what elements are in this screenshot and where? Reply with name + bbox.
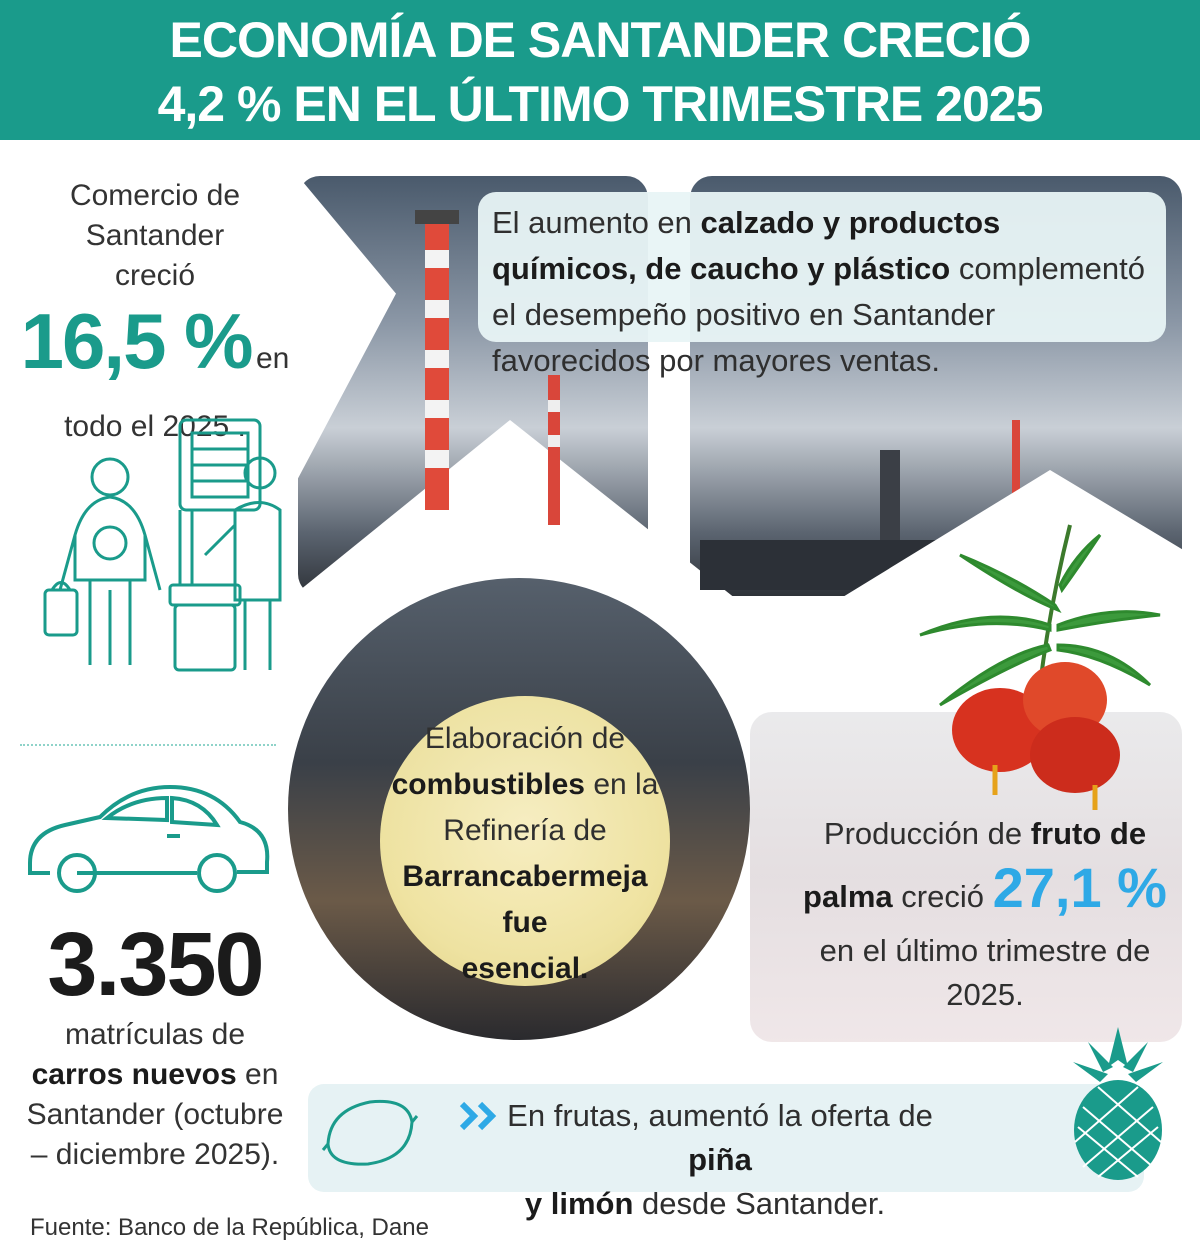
fruits-text	[455, 1094, 955, 1226]
pineapple-icon	[1058, 1022, 1178, 1182]
commerce-suffix: en	[255, 342, 290, 375]
palm-value: 27,1 %	[992, 856, 1167, 919]
commerce-value: 16,5 %	[20, 297, 252, 385]
fuel-text	[380, 716, 670, 992]
page-title-line1: ECONOMÍA DE SANTANDER CRECIÓ	[169, 12, 1031, 68]
industry-callout	[478, 192, 1166, 378]
page-title-line2: 4,2 % EN EL ÚLTIMO TRIMESTRE 2025	[157, 76, 1043, 132]
lemon-icon	[320, 1092, 420, 1172]
palm-line2	[780, 856, 1190, 929]
cars-line4: – diciembre 2025).	[30, 1138, 280, 1171]
shopper-icon	[30, 415, 290, 680]
commerce-period: todo el 2025 .	[64, 410, 246, 443]
fuel-line3: Refinería de	[443, 814, 607, 847]
fruits-lead: En frutas, aumentó la oferta de	[507, 1098, 933, 1133]
palm-rest2: 2025.	[946, 977, 1024, 1012]
palm-fruit-icon	[900, 515, 1180, 815]
palm-text	[780, 812, 1190, 1017]
fuel-bold2: Barrancabermeja fue	[402, 860, 648, 939]
cars-line3: Santander (octubre	[26, 1098, 284, 1131]
palm-lead: Producción de	[823, 816, 1023, 851]
cars-block	[10, 915, 300, 1175]
palm-bold2: palma	[803, 879, 893, 914]
fuel-bold1: combustibles	[391, 768, 585, 801]
fruits-line1	[455, 1094, 955, 1182]
palm-bold1: fruto de	[1030, 816, 1147, 851]
fuel-line2-rest: en la	[593, 768, 659, 801]
fruits-bold1: piña	[688, 1142, 752, 1177]
cars-line2-rest: en	[245, 1058, 279, 1091]
fuel-line1: Elaboración de	[424, 722, 626, 755]
commerce-block	[20, 176, 290, 447]
industry-bold: calzado y productos químicos, de caucho y plástico	[492, 205, 1001, 286]
cars-line1: matrículas de	[64, 1018, 246, 1051]
fuel-line5	[380, 946, 670, 992]
fuel-line2	[380, 762, 670, 808]
car-icon	[22, 778, 272, 903]
fruits-line2	[455, 1182, 955, 1226]
palm-rest1: en el último trimestre de	[819, 933, 1151, 968]
source-note: Fuente: Banco de la República, Dane	[30, 1214, 429, 1241]
cars-value: 3.350	[47, 915, 263, 1015]
cars-line2	[10, 1055, 300, 1095]
palm-line1	[780, 812, 1190, 856]
cars-bold: carros nuevos	[31, 1058, 237, 1091]
industry-rest: complementó el desempeño positivo en Santander favorecidos por mayores ventas.	[492, 251, 1145, 378]
header-banner	[0, 0, 1200, 140]
commerce-value-line	[20, 298, 290, 407]
fuel-bold3: esencial.	[461, 952, 589, 985]
commerce-intro: Comercio de Santander creció	[69, 179, 241, 292]
fruits-rest: desde Santander.	[642, 1186, 886, 1221]
fruits-bold2: y limón	[524, 1186, 634, 1221]
industry-lead: El aumento en	[492, 205, 692, 240]
fuel-line4	[380, 854, 670, 946]
divider	[20, 744, 276, 746]
palm-mid: creció	[901, 879, 984, 914]
